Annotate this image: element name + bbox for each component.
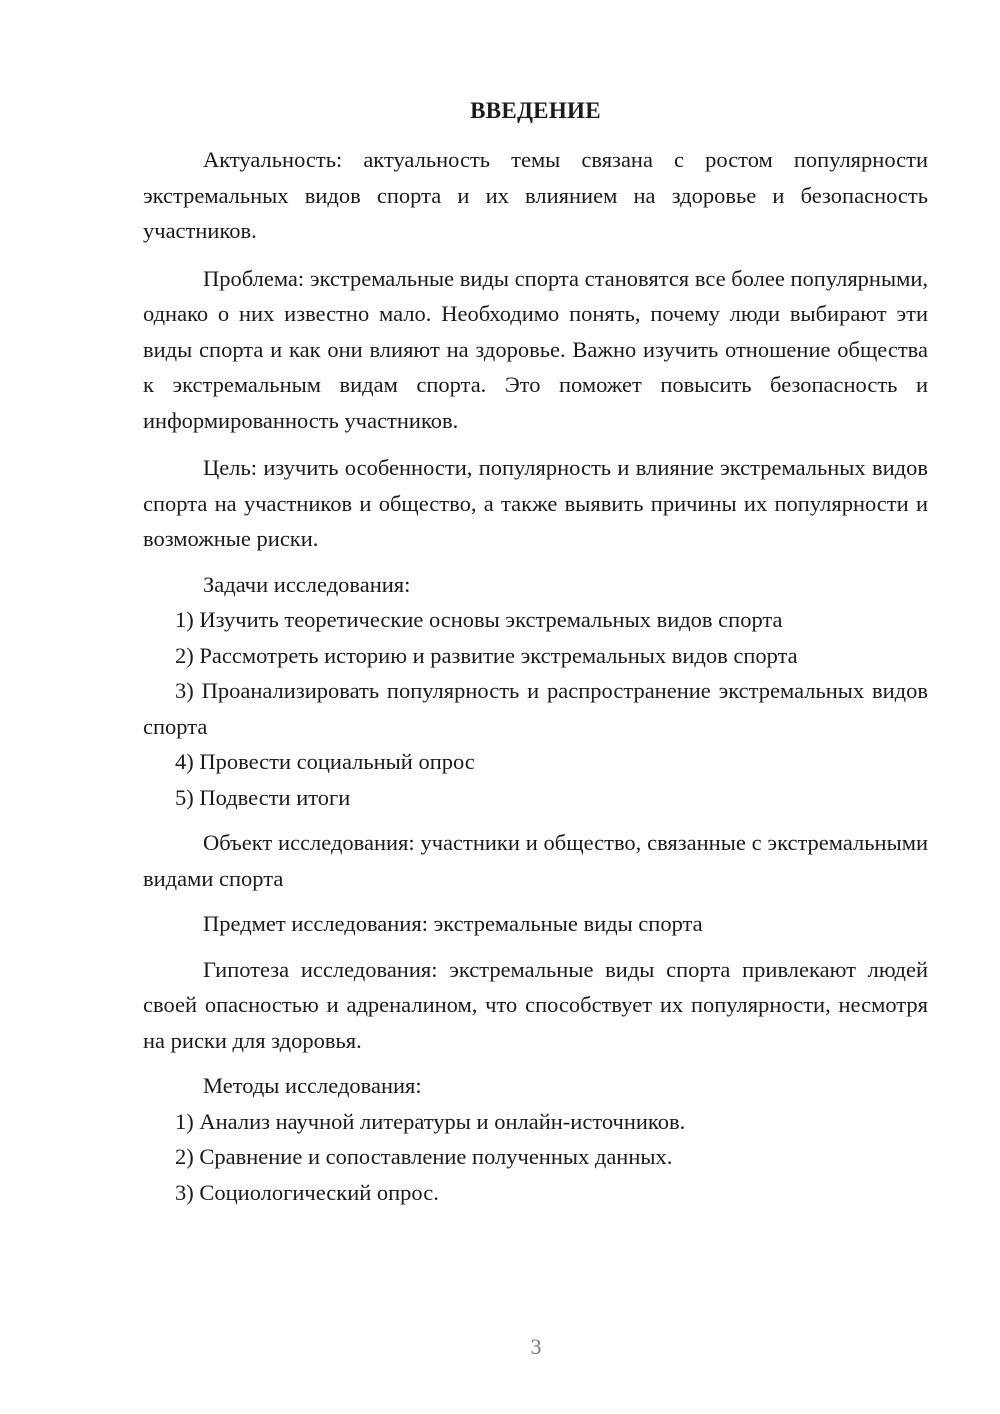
task-item-5: 5) Подвести итоги: [175, 784, 351, 810]
method-item-2: 2) Сравнение и сопоставление полученных данных.: [175, 1144, 673, 1169]
method-item-1: 1) Анализ научной литературы и онлайн-источников.: [175, 1108, 686, 1134]
page-number: 3: [530, 1334, 542, 1359]
task-item-4: 4) Провести социальный опрос: [175, 749, 475, 774]
task-item-1: 1) Изучить теоретические основы экстремальных видов спорта: [175, 607, 783, 632]
problem-paragraph: Проблема: экстремальные виды спорта становятся все более популярными, однако о них известно мало. Необходимо понять, почему люди выбирают эти виды спорта и как они влияют на здоровье. Важно изучить отношение общества к экстремальным видам спорта. Это поможет повысить безопасность и информированность участников.: [143, 265, 928, 433]
tasks-heading: Задачи исследования:: [203, 571, 411, 597]
methods-heading: Методы исследования:: [203, 1073, 422, 1098]
task-item-3: 3) Проанализировать популярность и распространение экстремальных видов спорта: [143, 678, 928, 739]
goal-paragraph: Цель: изучить особенности, популярность и влияние экстремальных видов спорта на участников и общество, а также выявить причины их популярности и возможные риски.: [143, 455, 928, 551]
method-item-3: 3) Социологический опрос.: [175, 1179, 439, 1205]
hypothesis-paragraph: Гипотеза исследования: экстремальные виды спорта привлекают людей своей опасностью и адреналином, что способствует их популярности, несмотря на риски для здоровья.: [143, 956, 928, 1053]
task-item-2: 2) Рассмотреть историю и развитие экстремальных видов спорта: [175, 642, 798, 668]
page-content: [143, 142, 928, 1210]
object-paragraph: Объект исследования: участники и общество, связанные с экстремальными видами спорта: [143, 830, 928, 891]
relevance-paragraph: Актуальность: актуальность темы связана с ростом популярности экстремальных видов спорта и их влиянием на здоровье и безопасность участников.: [143, 147, 928, 243]
page-title: ВВЕДЕНИЕ: [470, 98, 601, 123]
subject-paragraph: Предмет исследования: экстремальные виды спорта: [203, 911, 703, 936]
